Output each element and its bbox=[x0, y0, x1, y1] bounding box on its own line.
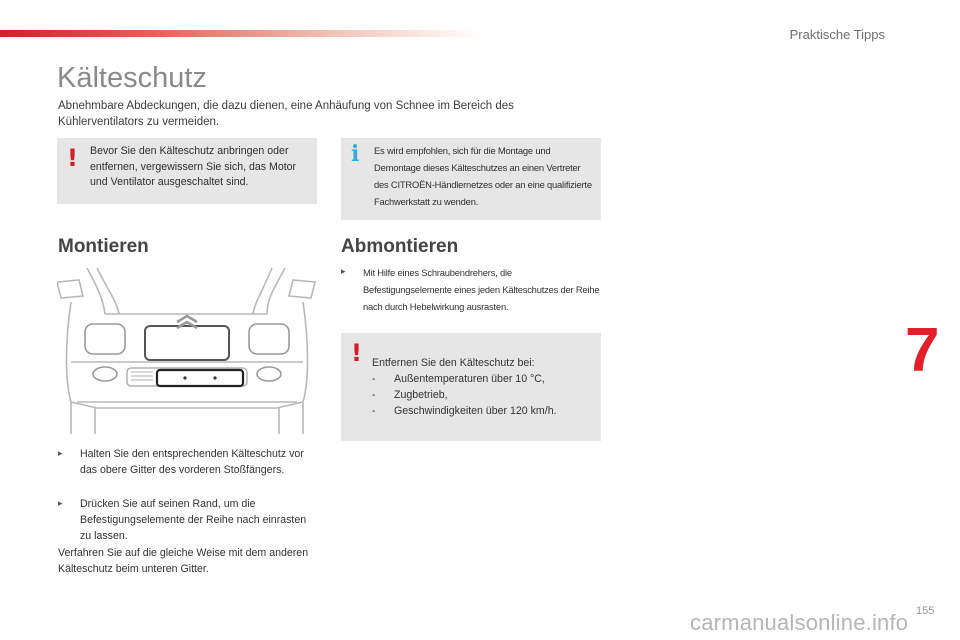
warning-box bbox=[57, 138, 317, 204]
montieren-note: Verfahren Sie auf die gleiche Weise mit dem anderen Kälteschutz beim unteren Gitter. bbox=[58, 547, 309, 575]
info-text: Es wird empfohlen, sich für die Montage und Demontage dieses Kälteschutzes an einen Vertreter des CITROËN-Händlernetzes oder an eine qualifizierte Fachwerkstatt zu wenden. bbox=[374, 145, 592, 207]
arrow-marker-icon: ▸ bbox=[58, 449, 63, 459]
arrow-marker-icon: ▸ bbox=[58, 499, 63, 509]
warning-text: Bevor Sie den Kälteschutz anbringen oder entfernen, vergewissern Sie sich, das Motor und Ventilator ausgeschaltet sind. bbox=[90, 145, 297, 188]
section-label: Praktische Tipps bbox=[789, 27, 885, 42]
info-box bbox=[341, 138, 601, 220]
warning-icon: ! bbox=[351, 339, 362, 367]
chapter-number: 7 bbox=[905, 316, 940, 385]
header-accent-bar bbox=[0, 30, 480, 37]
montieren-step-text: Halten Sie den entsprechenden Kälteschutz vor das obere Gitter des vorderen Stoßfängers. bbox=[80, 448, 304, 476]
arrow-marker-icon: ▸ bbox=[341, 267, 346, 277]
intro-text: Abnehmbare Abdeckungen, die dazu dienen, eine Anhäufung von Schnee im Bereich des Kühlerventilators zu vermeiden. bbox=[58, 100, 514, 128]
montieren-step bbox=[58, 446, 308, 478]
montieren-step-text: Drücken Sie auf seinen Rand, um die Befestigungselemente der Reihe nach einrasten zu lassen. bbox=[80, 498, 307, 542]
list-item: - Geschwindigkeiten über 120 km/h. bbox=[372, 405, 557, 417]
abmontieren-step bbox=[341, 264, 603, 315]
montieren-step bbox=[58, 496, 308, 544]
warning-icon: ! bbox=[67, 144, 78, 172]
info-icon: i bbox=[351, 141, 360, 167]
list-item: - Außentemperaturen über 10 °C, bbox=[372, 373, 545, 385]
page-number: 155 bbox=[916, 605, 935, 617]
abmontieren-step-text: Mit Hilfe eines Schraubendrehers, die Befestigungselemente eines jeden Kälteschutzes der Reihe nach durch Hebelwirkung ausrasten. bbox=[363, 267, 600, 312]
heading-abmontieren: Abmontieren bbox=[341, 236, 459, 257]
list-item: - Zugbetrieb, bbox=[372, 389, 448, 401]
conditions-intro: Entfernen Sie den Kälteschutz bei: bbox=[372, 357, 535, 369]
conditions-list bbox=[372, 355, 557, 419]
car-front-illustration bbox=[57, 262, 317, 434]
heading-montieren: Montieren bbox=[58, 236, 149, 257]
page-title: Kälteschutz bbox=[57, 62, 207, 94]
watermark: carmanualsonline.info bbox=[690, 610, 909, 635]
